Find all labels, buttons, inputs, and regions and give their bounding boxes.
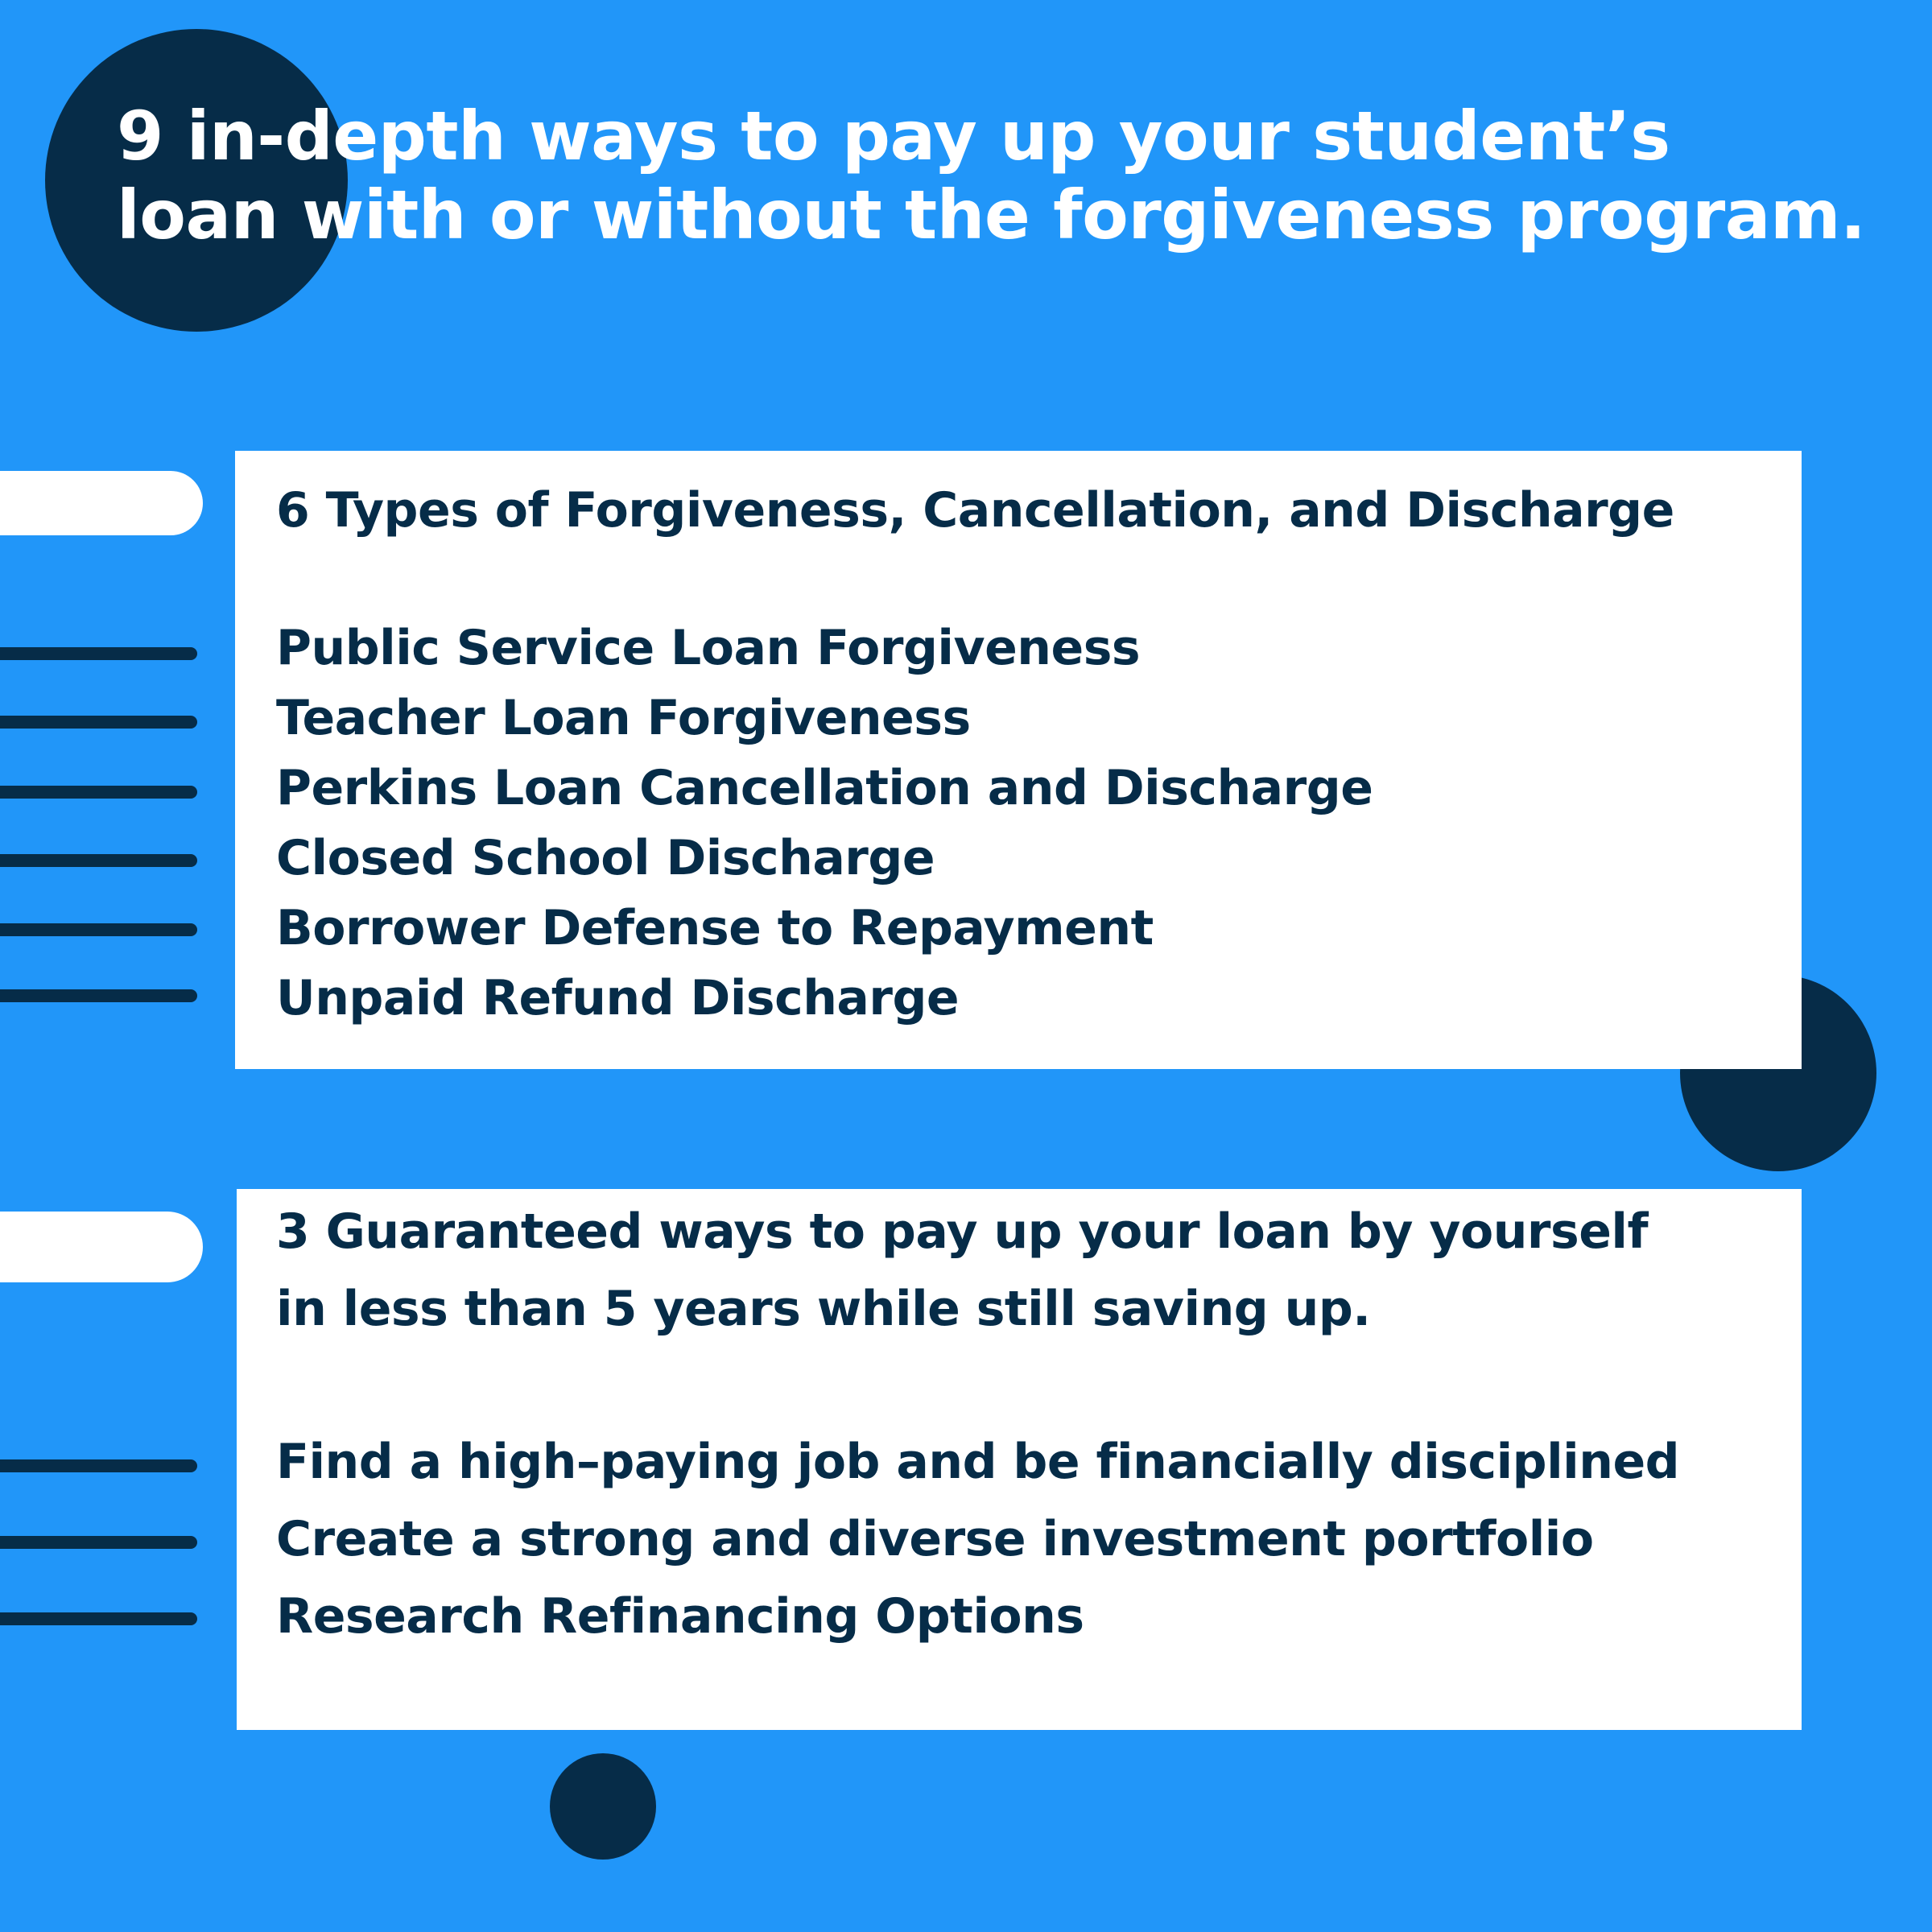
- list-item: Teacher Loan Forgiveness: [276, 690, 971, 746]
- section-marker-tab-2: [0, 1212, 203, 1282]
- list-marker-dash: [0, 786, 197, 799]
- list-item: Research Refinancing Options: [276, 1588, 1084, 1645]
- guaranteed-list: [276, 1423, 1679, 1655]
- guaranteed-title-line-2: in less than 5 years while still saving up.: [276, 1281, 1371, 1337]
- list-item: Borrower Defense to Repayment: [276, 900, 1154, 956]
- list-marker-dash: [0, 1536, 197, 1549]
- list-marker-dash: [0, 923, 197, 936]
- list-marker-dash: [0, 1459, 197, 1472]
- list-item: Create a strong and diverse investment portfolio: [276, 1511, 1594, 1567]
- section-marker-tab-1: [0, 471, 203, 535]
- title-line-1: 9 in-depth ways to pay up your student’s: [117, 97, 1670, 175]
- guaranteed-section-title: [276, 1193, 1648, 1348]
- list-marker-dash: [0, 716, 197, 729]
- page-title: [117, 97, 1865, 254]
- list-marker-dash: [0, 647, 197, 660]
- list-item: Public Service Loan Forgiveness: [276, 620, 1141, 676]
- title-line-2: loan with or without the forgiveness program.: [117, 175, 1866, 254]
- list-marker-dash: [0, 1612, 197, 1625]
- forgiveness-section-title: 6 Types of Forgiveness, Cancellation, and Discharge: [276, 482, 1674, 539]
- forgiveness-list: [276, 613, 1373, 1034]
- list-item: Unpaid Refund Discharge: [276, 970, 960, 1026]
- list-marker-dash: [0, 989, 197, 1002]
- list-item: Closed School Discharge: [276, 830, 935, 886]
- decorative-circle-bottom: [550, 1753, 656, 1860]
- guaranteed-title-line-1: 3 Guaranteed ways to pay up your loan by yourself: [276, 1203, 1649, 1260]
- list-item: Find a high–paying job and be financially disciplined: [276, 1434, 1680, 1490]
- list-item: Perkins Loan Cancellation and Discharge: [276, 760, 1373, 816]
- list-marker-dash: [0, 854, 197, 867]
